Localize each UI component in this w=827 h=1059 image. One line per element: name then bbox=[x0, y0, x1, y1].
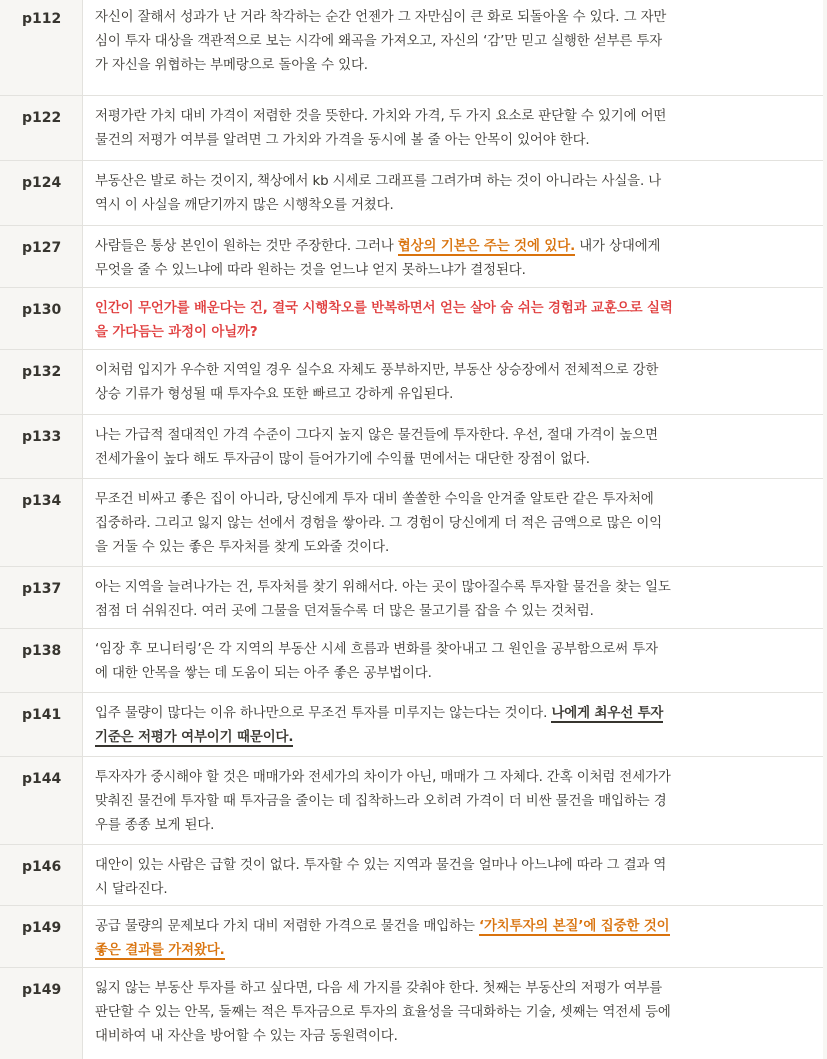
table-row bbox=[0, 756, 823, 844]
quote-text: 부동산은 발로 하는 것이지, 책상에서 kb 시세로 그래프를 그려가며 하는 것이 아니라는 사실을. 나 역시 이 사실을 깨닫기까지 많은 시행착오를 거쳤다. bbox=[83, 161, 823, 225]
page-number: p132 bbox=[0, 350, 83, 414]
table-row bbox=[0, 566, 823, 628]
quote-text: 아는 지역을 늘려나가는 건, 투자처를 찾기 위해서다. 아는 곳이 많아질수록 투자할 물건을 찾는 일도 점점 더 쉬워진다. 여러 곳에 그물을 던져둘수록 더 많은 물고기를 잡을 수 있는 것처럼. bbox=[83, 567, 823, 628]
table-row bbox=[0, 967, 823, 1059]
quote-text: 나는 가급적 절대적인 가격 수준이 그다지 높지 않은 물건들에 투자한다. 우선, 절대 가격이 높으면 전세가율이 높다 해도 투자금이 많이 들어가기에 수익률 면에서는 대단한 장점이 없다. bbox=[83, 415, 823, 478]
highlighted-text: 나에게 최우선 투자 bbox=[551, 706, 664, 721]
page-number: p112 bbox=[0, 0, 83, 95]
table-row bbox=[0, 692, 823, 756]
highlighted-text: 을 가다듬는 과정이 아닐까? bbox=[95, 325, 258, 340]
quote-text: 사람들은 통상 본인이 원하는 것만 주장한다. 그러나 협상의 기본은 주는 것에 있다. 내가 상대에게 무엇을 줄 수 있느냐에 따라 원하는 것을 얻느냐 얻지 못하느냐가 결정된다. bbox=[83, 226, 823, 287]
table-row bbox=[0, 628, 823, 692]
table-row bbox=[0, 225, 823, 287]
quote-text: 공급 물량의 문제보다 가치 대비 저렴한 가격으로 물건을 매입하는 ‘가치투자의 본질’에 집중한 것이 좋은 결과를 가져왔다. bbox=[83, 906, 823, 967]
quote-text: 대안이 있는 사람은 급할 것이 없다. 투자할 수 있는 지역과 물건을 얼마나 아느냐에 따라 그 결과 역 시 달라진다. bbox=[83, 845, 823, 905]
quote-text: 저평가란 가치 대비 가격이 저렴한 것을 뜻한다. 가치와 가격, 두 가지 요소로 판단할 수 있기에 어떤 물건의 저평가 여부를 알려면 그 가치와 가격을 동시에 볼 줄 아는 안목이 있어야 한다. bbox=[83, 96, 823, 160]
table-row bbox=[0, 0, 823, 95]
page-number: p138 bbox=[0, 629, 83, 692]
page-number: p127 bbox=[0, 226, 83, 287]
table-row bbox=[0, 478, 823, 566]
table-row bbox=[0, 905, 823, 967]
highlighted-text: 협상의 기본은 주는 것에 있다. bbox=[397, 239, 576, 254]
page-number: p124 bbox=[0, 161, 83, 225]
table-row bbox=[0, 160, 823, 225]
page-number: p146 bbox=[0, 845, 83, 905]
page-number: p144 bbox=[0, 757, 83, 844]
table-row bbox=[0, 414, 823, 478]
quote-text: 투자자가 중시해야 할 것은 매매가와 전세가의 차이가 아닌, 매매가 그 자체다. 간혹 이처럼 전세가가 맞춰진 물건에 투자할 때 투자금을 줄이는 데 집착하느라 오히려 가격이 더 비싼 물건을 매입하는 경 우를 종종 보게 된다. bbox=[83, 757, 823, 844]
page-number: p149 bbox=[0, 906, 83, 967]
page-number: p133 bbox=[0, 415, 83, 478]
highlighted-text: ‘가치투자의 본질’에 집중한 것이 bbox=[478, 919, 670, 934]
highlighted-text: 인간이 무언가를 배운다는 건, 결국 시행착오를 반복하면서 얻는 살아 숨 쉬는 경험과 교훈으로 실력 bbox=[95, 301, 673, 316]
table-row bbox=[0, 844, 823, 905]
table-row bbox=[0, 95, 823, 160]
table-row bbox=[0, 287, 823, 349]
page-number: p141 bbox=[0, 693, 83, 756]
quote-text bbox=[83, 288, 823, 349]
quote-text: 자신이 잘해서 성과가 난 거라 착각하는 순간 언젠가 그 자만심이 큰 화로 되돌아올 수 있다. 그 자만 심이 투자 대상을 객관적으로 보는 시각에 왜곡을 가져오고, 자신의 ‘감’만 믿고 실행한 섣부른 투자 가 자신을 위협하는 부메랑으로 돌아올 수 있다. bbox=[83, 0, 823, 95]
page-number: p137 bbox=[0, 567, 83, 628]
page-number: p130 bbox=[0, 288, 83, 349]
page-number: p149 bbox=[0, 968, 83, 1059]
highlighted-text: 기준은 저평가 여부이기 때문이다. bbox=[95, 730, 294, 745]
page-number: p134 bbox=[0, 479, 83, 566]
quote-text: 잃지 않는 부동산 투자를 하고 싶다면, 다음 세 가지를 갖춰야 한다. 첫째는 부동산의 저평가 여부를 판단할 수 있는 안목, 둘째는 적은 투자금으로 투자의 효율성을 극대화하는 기술, 셋째는 역전세 등에 대비하여 내 자산을 방어할 수 있는 자금 동원력이다. bbox=[83, 968, 823, 1059]
quote-text: 무조건 비싸고 좋은 집이 아니라, 당신에게 투자 대비 쏠쏠한 수익을 안겨줄 알토란 같은 투자처에 집중하라. 그리고 잃지 않는 선에서 경험을 쌓아라. 그 경험이 당신에게 더 적은 금액으로 많은 이익 을 거둘 수 있는 좋은 투자처를 찾게 도와줄 것이다. bbox=[83, 479, 823, 566]
highlighted-text: 좋은 결과를 가져왔다. bbox=[95, 943, 225, 958]
quote-text: ‘임장 후 모니터링’은 각 지역의 부동산 시세 흐름과 변화를 찾아내고 그 원인을 공부함으로써 투자 에 대한 안목을 쌓는 데 도움이 되는 아주 좋은 공부법이다. bbox=[83, 629, 823, 692]
quote-text: 입주 물량이 많다는 이유 하나만으로 무조건 투자를 미루지는 않는다는 것이다. 나에게 최우선 투자 기준은 저평가 여부이기 때문이다. bbox=[83, 693, 823, 756]
quote-text: 이처럼 입지가 우수한 지역일 경우 실수요 자체도 풍부하지만, 부동산 상승장에서 전체적으로 강한 상승 기류가 형성될 때 투자수요 또한 빠르고 강하게 유입된다. bbox=[83, 350, 823, 414]
page-number: p122 bbox=[0, 96, 83, 160]
table-row bbox=[0, 349, 823, 414]
